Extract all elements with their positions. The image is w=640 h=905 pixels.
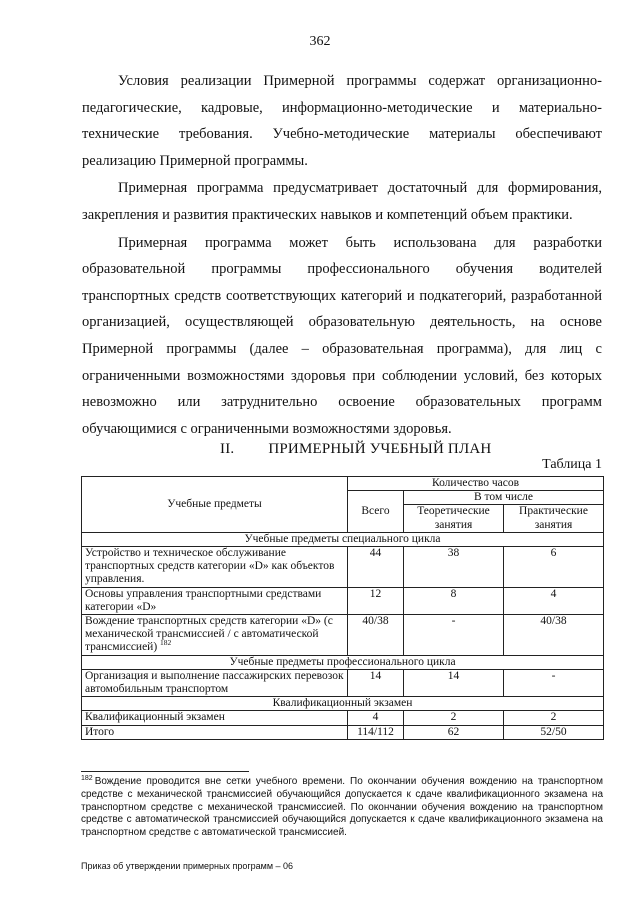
footnote: [81, 776, 603, 840]
paragraph-practice: Примерная программа предусматривает достаточный для формирования, закрепления и развития практических навыков и компетенций объем практики.: [82, 180, 602, 223]
paragraph-usage: Примерная программа может быть использована для разработки образовательной программы профессионального обучения водителей транспортных средств соответствующих категорий и подкатегорий, разработанной организацией, осуществляющей образовательную деятельность, на основе Примерной программы (далее – образовательная программа), для лиц с ограниченными возможностями здоровья при соблюдении условий, без которых невозможно или затруднительно освоение образовательных программ обучающимися с ограниченными возможностями здоровья.: [82, 234, 602, 437]
total-label: Итого: [82, 725, 348, 739]
hours-total: 40/38: [348, 615, 404, 656]
curriculum-table: [81, 476, 604, 740]
subject-name: Вождение транспортных средств категории «D» (с механической трансмиссией / с автоматической трансмиссией): [85, 615, 333, 654]
table-row: [82, 587, 604, 614]
footnote-text: Вождение проводится вне сетки учебного времени. По окончании обучения вождению на транспортном средстве с механической трансмиссией обучающийся допускается к сдаче квалификационного экзамена на транспортном средстве с механической трансмиссией. По окончании обучения вождению на транспортном средстве с автоматической трансмиссией обучающийся допускается к сдаче квалификационного экзамена на транспортном средстве с автоматической трансмиссией.: [81, 776, 603, 839]
footnote-mark: 182: [81, 774, 93, 782]
table-row: [82, 669, 604, 696]
section-professional-label: Учебные предметы профессионального цикла: [82, 655, 604, 669]
subject-name: Организация и выполнение пассажирских перевозок автомобильным транспортом: [82, 669, 348, 696]
header-hours: Количество часов: [348, 477, 604, 491]
subject-cell: [82, 615, 348, 656]
hours-practice: 40/38: [504, 615, 604, 656]
hours-practice: 4: [504, 587, 604, 614]
header-including: В том числе: [404, 491, 604, 505]
section-number: II.: [220, 441, 235, 457]
hours-practice: -: [504, 669, 604, 696]
hours-total: 12: [348, 587, 404, 614]
table-total-row: [82, 725, 604, 739]
hours-theory: 62: [404, 725, 504, 739]
footnote-reference: 182: [160, 638, 172, 648]
table-row: [82, 547, 604, 588]
table-caption: Таблица 1: [542, 457, 602, 472]
hours-practice: 52/50: [504, 725, 604, 739]
hours-theory: -: [404, 615, 504, 656]
hours-theory: 38: [404, 547, 504, 588]
header-practice: Практические занятия: [504, 505, 604, 532]
hours-theory: 2: [404, 711, 504, 725]
section-heading: ПРИМЕРНЫЙ УЧЕБНЫЙ ПЛАН: [268, 441, 492, 457]
subject-name: Основы управления транспортными средствами категории «D»: [82, 587, 348, 614]
footnote-divider: [81, 771, 249, 772]
header-theory: Теоретические занятия: [404, 505, 504, 532]
header-total: Всего: [348, 491, 404, 533]
section-special-label: Учебные предметы специального цикла: [82, 532, 604, 546]
table-section-row: [82, 697, 604, 711]
table-section-row: [82, 655, 604, 669]
subject-name: Квалификационный экзамен: [82, 711, 348, 725]
body-text: [82, 68, 602, 442]
table-row: [82, 711, 604, 725]
hours-theory: 8: [404, 587, 504, 614]
document-footer: Приказ об утверждении примерных программ – 06: [81, 861, 294, 871]
hours-practice: 6: [504, 547, 604, 588]
header-subjects: Учебные предметы: [82, 477, 348, 533]
section-exam-label: Квалификационный экзамен: [82, 697, 604, 711]
hours-total: 44: [348, 547, 404, 588]
hours-total: 4: [348, 711, 404, 725]
table-row: [82, 615, 604, 656]
section-title: [220, 441, 491, 458]
hours-total: 114/112: [348, 725, 404, 739]
page-number: 362: [309, 34, 331, 49]
hours-theory: 14: [404, 669, 504, 696]
paragraph-conditions: Условия реализации Примерной программы содержат организационно-педагогические, кадровые, информационно-методические и материально-технические требования. Учебно-методические материалы обеспечивают реализацию Примерной программы.: [82, 73, 602, 169]
table-section-row: [82, 532, 604, 546]
subject-name: Устройство и техническое обслуживание транспортных средств категории «D» как объектов управления.: [82, 547, 348, 588]
hours-total: 14: [348, 669, 404, 696]
table-header-row: [82, 477, 604, 491]
hours-practice: 2: [504, 711, 604, 725]
